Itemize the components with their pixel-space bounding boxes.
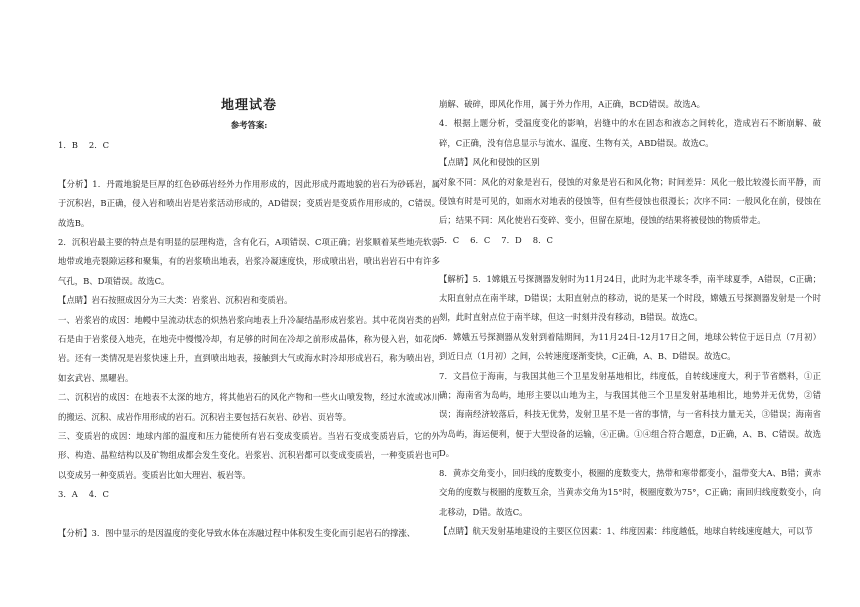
answer-paragraph: 1．B 2．C (58, 140, 110, 150)
answer-paragraph: 4．根据上题分析，受温度变化的影响，岩缝中的水在固态和液态之间转化，造成岩石不断崩解、破碎，C正确，没有信息显示与流水、温度、生物有关，ABD错误。故选C。 (439, 118, 821, 148)
answer-paragraph: 5．C 6．C 7．D 8．C (439, 234, 553, 245)
left-column-body (58, 136, 440, 544)
answer-paragraph: 【点睛】岩石按照成因分为三大类：岩浆岩、沉积岩和变质岩。 (58, 295, 293, 306)
blank-line (439, 250, 821, 269)
answer-paragraph: 二、沉积岩的成因：在地表不太深的地方，将其他岩石的风化产物和一些火山喷发物，经过水流或冰川的搬运、沉积、成岩作用形成的岩石。沉积岩主要包括石灰岩、砂岩、页岩等。 (58, 392, 440, 422)
right-column (439, 95, 821, 541)
answer-paragraph: 2．沉积岩最主要的特点是有明显的层理构造，含有化石，A项错误、C项正确；岩浆顺着某些地壳软弱地带或地壳裂隙运移和聚集，有的岩浆喷出地表，岩浆冷凝速度快，形成喷出岩，喷出岩岩石中有许多气孔，B、D项错误。故选C。 (58, 237, 440, 286)
blank-line (58, 155, 440, 174)
blank-line (58, 505, 440, 524)
answer-paragraph: 【点睛】风化和侵蚀的区别 (439, 157, 540, 168)
answer-paragraph: 三、变质岩的成因：地球内部的温度和压力能使所有岩石变成变质岩。当岩石变成变质岩后，它的外形、构造、晶粒结构以及矿物组成都会发生变化。岩浆岩、沉积岩都可以变成变质岩，一种变质岩也可以变成另一种变质岩。变质岩比如大理岩、板岩等。 (58, 431, 440, 480)
answer-paragraph: 【分析】3．图中显示的是因温度的变化导致水体在冻融过程中体积发生变化而引起岩石的撑涨、 (58, 528, 416, 539)
left-column (58, 0, 440, 544)
answer-paragraph: 崩解、破碎，即风化作用，属于外力作用，A正确，BCD错误。故选A。 (439, 99, 706, 109)
answer-paragraph: 8．黄赤交角变小，回归线的度数变小，极圈的度数变大，热带和寒带都变小，温带变大A、B错；黄赤交角的度数与极圈的度数互余，当黄赤交角为15°时，极圈度数为75°，C正确；南回归线度数变小，向北移动，D错。故选C。 (439, 467, 821, 517)
answer-paragraph: 3．A 4．C (58, 489, 109, 500)
answer-paragraph: 【解析】5．1嫦娥五号探测器发射时为11月24日，此时为北半球冬季，南半球夏季，A错误，C正确；太阳直射点在南半球，D错误；太阳直射点的移动，说的是某一个时段，嫦娥五号探测器发射是一个时刻，此时直射点位于南半球，但这一时刻并没有移动，B错误。故选C。 (439, 273, 821, 323)
answer-paragraph: 【点睛】航天发射基地建设的主要区位因素：1、纬度因素：纬度越低，地球自转线速度越大，可以节 (439, 525, 813, 536)
document-title: 地理试卷 (220, 98, 277, 113)
answer-paragraph: 一、岩浆岩的成因：地幔中呈流动状态的炽热岩浆向地表上升冷凝结晶形成岩浆岩。其中花岗岩类的岩石是由于岩浆侵入地壳，在地壳中慢慢冷却，有足够的时间在冷却之前形成晶体，称为侵入岩，如花岗岩。还有一类情况是岩浆快速上升，直到喷出地表，接触到大气或海水时冷却形成岩石，称为喷出岩，如玄武岩、黑曜岩。 (58, 314, 440, 383)
right-column-body (439, 95, 821, 541)
answer-paragraph: 【分析】1．丹霞地貌是巨厚的红色砂砾岩经外力作用形成的，因此形成丹霞地貌的岩石为砂砾岩，属于沉积岩，B正确，侵入岩和喷出岩是岩浆活动形成的，AD错误；变质岩是变质作用形成的，C错误。故选B。 (58, 178, 440, 228)
document-subtitle: 参考答案: (230, 120, 268, 130)
answer-paragraph: 对象不同：风化的对象是岩石，侵蚀的对象是岩石和风化物；时间差异：风化一般比较漫长而平静，而侵蚀有时是可见的，如雨水对地表的侵蚀等，但有些侵蚀也很漫长；次序不同：一般风化在前，侵蚀在后；结果不同：风化使岩石变碎、变小，但留在原地，侵蚀的结果将被侵蚀的物质带走。 (439, 176, 821, 226)
answer-paragraph: 6．嫦娥五号探测器从发射到着陆期间，为11月24日-12月17日之间，地球公转位于远日点（7月初）到近日点（1月初）之间，公转速度逐渐变快，C正确，A、B、D错误。故选C。 (439, 331, 821, 362)
answer-paragraph: 7．文昌位于海南，与我国其他三个卫星发射基地相比，纬度低，自转线速度大，利于节省燃料，①正确；海南省为岛屿，地形主要以山地为主，与我国其他三个卫星发射基地相比，地势并无优势，②错误；海南经济较落后，科技无优势，发射卫星不是一省的事情，与一省科技力量无关，③错误；海南省为岛屿，海运便利，便于大型设备的运输，④正确。①④组合符合题意，D正确，A、B、C错误。故选D。 (439, 370, 821, 459)
